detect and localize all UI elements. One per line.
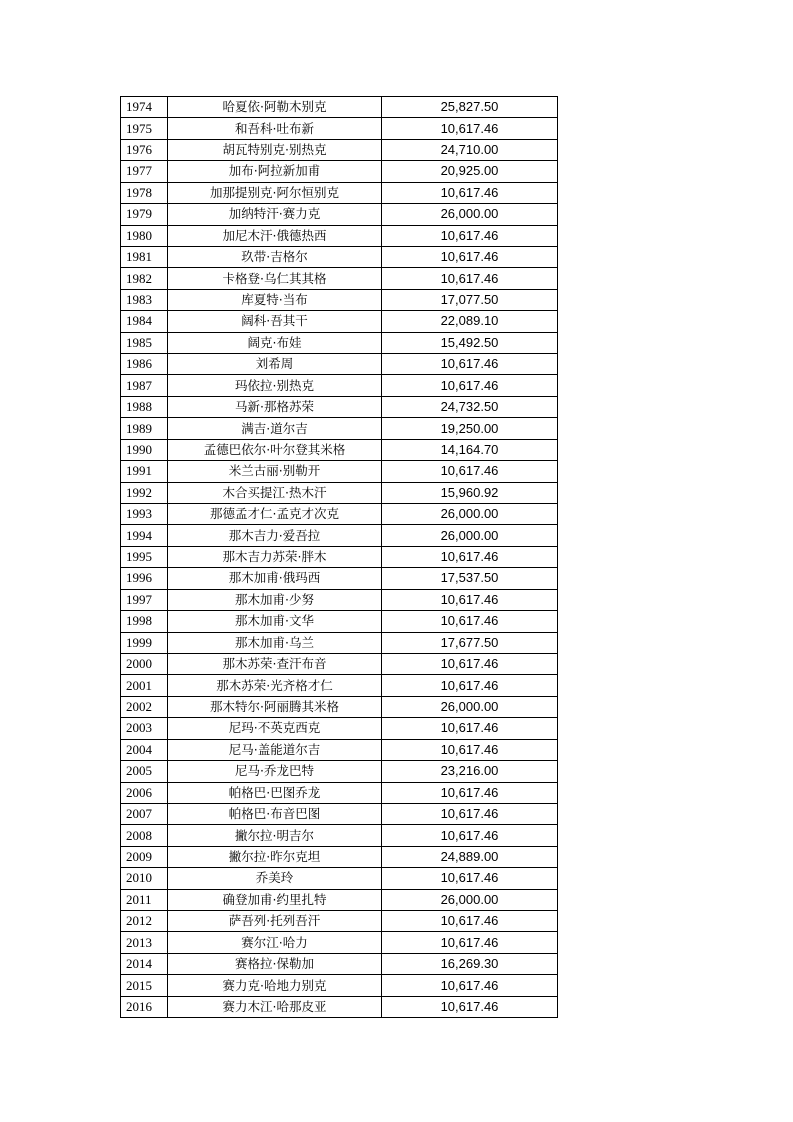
table-row — [121, 375, 558, 396]
amount-cell: 23,216.00 — [382, 761, 558, 782]
table-row — [121, 675, 558, 696]
name-cell: 那木特尔·阿丽腾其米格 — [168, 696, 382, 717]
name-cell: 确登加甫·约里扎特 — [168, 889, 382, 910]
table-row — [121, 953, 558, 974]
row-number-cell: 1974 — [121, 97, 168, 118]
amount-cell: 10,617.46 — [382, 803, 558, 824]
row-number-cell: 2000 — [121, 653, 168, 674]
table-row — [121, 568, 558, 589]
amount-cell: 15,960.92 — [382, 482, 558, 503]
amount-cell: 15,492.50 — [382, 332, 558, 353]
row-number-cell: 1988 — [121, 396, 168, 417]
amount-cell: 19,250.00 — [382, 418, 558, 439]
row-number-cell: 1991 — [121, 461, 168, 482]
row-number-cell: 1997 — [121, 589, 168, 610]
table-row — [121, 718, 558, 739]
name-cell: 尼马·盖能道尔吉 — [168, 739, 382, 760]
amount-cell: 10,617.46 — [382, 932, 558, 953]
name-cell: 木合买提江·热木汗 — [168, 482, 382, 503]
name-cell: 那木加甫·俄玛西 — [168, 568, 382, 589]
name-cell: 和吾科·吐布新 — [168, 118, 382, 139]
amount-cell: 14,164.70 — [382, 439, 558, 460]
table-row — [121, 332, 558, 353]
row-number-cell: 1990 — [121, 439, 168, 460]
name-cell: 赛尔江·哈力 — [168, 932, 382, 953]
name-cell: 乔美玲 — [168, 868, 382, 889]
table-row — [121, 311, 558, 332]
name-cell: 加布·阿拉新加甫 — [168, 161, 382, 182]
amount-cell: 24,710.00 — [382, 139, 558, 160]
row-number-cell: 1994 — [121, 525, 168, 546]
table-row — [121, 803, 558, 824]
table-row — [121, 611, 558, 632]
amount-cell: 10,617.46 — [382, 739, 558, 760]
amount-cell: 24,732.50 — [382, 396, 558, 417]
table-row — [121, 911, 558, 932]
name-cell: 那木吉力苏荣·胖木 — [168, 546, 382, 567]
name-cell: 赛力克·哈地力别克 — [168, 975, 382, 996]
row-number-cell: 1989 — [121, 418, 168, 439]
table-row — [121, 246, 558, 267]
name-cell: 玖带·吉格尔 — [168, 246, 382, 267]
amount-cell: 17,677.50 — [382, 632, 558, 653]
table-row — [121, 525, 558, 546]
table-row — [121, 846, 558, 867]
table-row — [121, 825, 558, 846]
row-number-cell: 2013 — [121, 932, 168, 953]
name-cell: 萨吾列·托列吾汗 — [168, 911, 382, 932]
amount-cell: 26,000.00 — [382, 889, 558, 910]
table-row — [121, 932, 558, 953]
amount-cell: 10,617.46 — [382, 996, 558, 1017]
row-number-cell: 2004 — [121, 739, 168, 760]
name-cell: 撇尔拉·昨尔克坦 — [168, 846, 382, 867]
amount-cell: 10,617.46 — [382, 546, 558, 567]
row-number-cell: 1981 — [121, 246, 168, 267]
amount-cell: 10,617.46 — [382, 182, 558, 203]
name-cell: 阔科·吾其干 — [168, 311, 382, 332]
name-cell: 那木苏荣·光齐格才仁 — [168, 675, 382, 696]
row-number-cell: 2001 — [121, 675, 168, 696]
name-cell: 满吉·道尔吉 — [168, 418, 382, 439]
amount-cell: 26,000.00 — [382, 204, 558, 225]
name-cell: 加尼木汗·俄德热西 — [168, 225, 382, 246]
amount-cell: 10,617.46 — [382, 868, 558, 889]
name-cell: 加纳特汗·赛力克 — [168, 204, 382, 225]
amount-cell: 10,617.46 — [382, 611, 558, 632]
row-number-cell: 2009 — [121, 846, 168, 867]
table-row — [121, 418, 558, 439]
amount-cell: 10,617.46 — [382, 675, 558, 696]
amount-cell: 24,889.00 — [382, 846, 558, 867]
name-cell: 米兰古丽·别勒开 — [168, 461, 382, 482]
table-row — [121, 589, 558, 610]
row-number-cell: 2003 — [121, 718, 168, 739]
table-row — [121, 739, 558, 760]
row-number-cell: 1984 — [121, 311, 168, 332]
table-row — [121, 396, 558, 417]
table-row — [121, 696, 558, 717]
name-cell: 卡格登·乌仁其其格 — [168, 268, 382, 289]
row-number-cell: 1987 — [121, 375, 168, 396]
table-row — [121, 761, 558, 782]
amount-cell: 26,000.00 — [382, 504, 558, 525]
row-number-cell: 2002 — [121, 696, 168, 717]
amount-cell: 25,827.50 — [382, 97, 558, 118]
amount-cell: 10,617.46 — [382, 461, 558, 482]
table-row — [121, 996, 558, 1017]
row-number-cell: 1998 — [121, 611, 168, 632]
name-cell: 赛格拉·保勒加 — [168, 953, 382, 974]
row-number-cell: 2005 — [121, 761, 168, 782]
table-row — [121, 161, 558, 182]
row-number-cell: 1975 — [121, 118, 168, 139]
row-number-cell: 1982 — [121, 268, 168, 289]
name-cell: 那木加甫·乌兰 — [168, 632, 382, 653]
amount-cell: 10,617.46 — [382, 246, 558, 267]
table-row — [121, 97, 558, 118]
amount-cell: 17,077.50 — [382, 289, 558, 310]
row-number-cell: 2016 — [121, 996, 168, 1017]
name-cell: 加那提别克·阿尔恒别克 — [168, 182, 382, 203]
table-row — [121, 182, 558, 203]
row-number-cell: 1986 — [121, 354, 168, 375]
table-row — [121, 461, 558, 482]
amount-cell: 20,925.00 — [382, 161, 558, 182]
table-row — [121, 268, 558, 289]
name-cell: 撇尔拉·明吉尔 — [168, 825, 382, 846]
table-body — [121, 97, 558, 1018]
table-row — [121, 225, 558, 246]
table-row — [121, 868, 558, 889]
name-cell: 尼玛·不英克西克 — [168, 718, 382, 739]
row-number-cell: 1979 — [121, 204, 168, 225]
table-row — [121, 889, 558, 910]
amount-cell: 10,617.46 — [382, 375, 558, 396]
amount-cell: 10,617.46 — [382, 825, 558, 846]
name-cell: 阔克·布娃 — [168, 332, 382, 353]
amount-cell: 10,617.46 — [382, 589, 558, 610]
amount-cell: 10,617.46 — [382, 718, 558, 739]
table-row — [121, 118, 558, 139]
name-cell: 那德孟才仁·孟克才次克 — [168, 504, 382, 525]
table-row — [121, 782, 558, 803]
row-number-cell: 1978 — [121, 182, 168, 203]
amount-cell: 10,617.46 — [382, 911, 558, 932]
name-cell: 那木吉力·爱吾拉 — [168, 525, 382, 546]
name-cell: 帕格巴·巴图乔龙 — [168, 782, 382, 803]
row-number-cell: 2014 — [121, 953, 168, 974]
amount-cell: 26,000.00 — [382, 696, 558, 717]
table-row — [121, 139, 558, 160]
row-number-cell: 2007 — [121, 803, 168, 824]
name-cell: 那木苏荣·查汗布音 — [168, 653, 382, 674]
table-row — [121, 204, 558, 225]
row-number-cell: 2008 — [121, 825, 168, 846]
name-cell: 胡瓦特别克·别热克 — [168, 139, 382, 160]
table-row — [121, 439, 558, 460]
row-number-cell: 1993 — [121, 504, 168, 525]
row-number-cell: 1983 — [121, 289, 168, 310]
name-cell: 刘希周 — [168, 354, 382, 375]
table-row — [121, 504, 558, 525]
amount-cell: 10,617.46 — [382, 975, 558, 996]
row-number-cell: 1996 — [121, 568, 168, 589]
row-number-cell: 1985 — [121, 332, 168, 353]
row-number-cell: 1977 — [121, 161, 168, 182]
data-table — [120, 96, 558, 1018]
name-cell: 马新·那格苏荣 — [168, 396, 382, 417]
row-number-cell: 1999 — [121, 632, 168, 653]
name-cell: 赛力木江·哈那皮亚 — [168, 996, 382, 1017]
amount-cell: 10,617.46 — [382, 225, 558, 246]
amount-cell: 26,000.00 — [382, 525, 558, 546]
row-number-cell: 2015 — [121, 975, 168, 996]
amount-cell: 22,089.10 — [382, 311, 558, 332]
row-number-cell: 1992 — [121, 482, 168, 503]
name-cell: 孟德巴依尔·叶尔登其米格 — [168, 439, 382, 460]
name-cell: 那木加甫·文华 — [168, 611, 382, 632]
row-number-cell: 1995 — [121, 546, 168, 567]
amount-cell: 16,269.30 — [382, 953, 558, 974]
row-number-cell: 1976 — [121, 139, 168, 160]
row-number-cell: 2006 — [121, 782, 168, 803]
row-number-cell: 1980 — [121, 225, 168, 246]
name-cell: 尼马·乔龙巴特 — [168, 761, 382, 782]
table-row — [121, 354, 558, 375]
table-row — [121, 653, 558, 674]
amount-cell: 10,617.46 — [382, 118, 558, 139]
table-row — [121, 482, 558, 503]
name-cell: 玛依拉·别热克 — [168, 375, 382, 396]
amount-cell: 10,617.46 — [382, 782, 558, 803]
table-row — [121, 289, 558, 310]
table-row — [121, 546, 558, 567]
name-cell: 那木加甫·少努 — [168, 589, 382, 610]
name-cell: 帕格巴·布音巴图 — [168, 803, 382, 824]
row-number-cell: 2010 — [121, 868, 168, 889]
name-cell: 哈夏依·阿勒木别克 — [168, 97, 382, 118]
name-cell: 库夏特·当布 — [168, 289, 382, 310]
row-number-cell: 2012 — [121, 911, 168, 932]
amount-cell: 10,617.46 — [382, 653, 558, 674]
table-row — [121, 975, 558, 996]
amount-cell: 17,537.50 — [382, 568, 558, 589]
table-row — [121, 632, 558, 653]
amount-cell: 10,617.46 — [382, 268, 558, 289]
row-number-cell: 2011 — [121, 889, 168, 910]
amount-cell: 10,617.46 — [382, 354, 558, 375]
